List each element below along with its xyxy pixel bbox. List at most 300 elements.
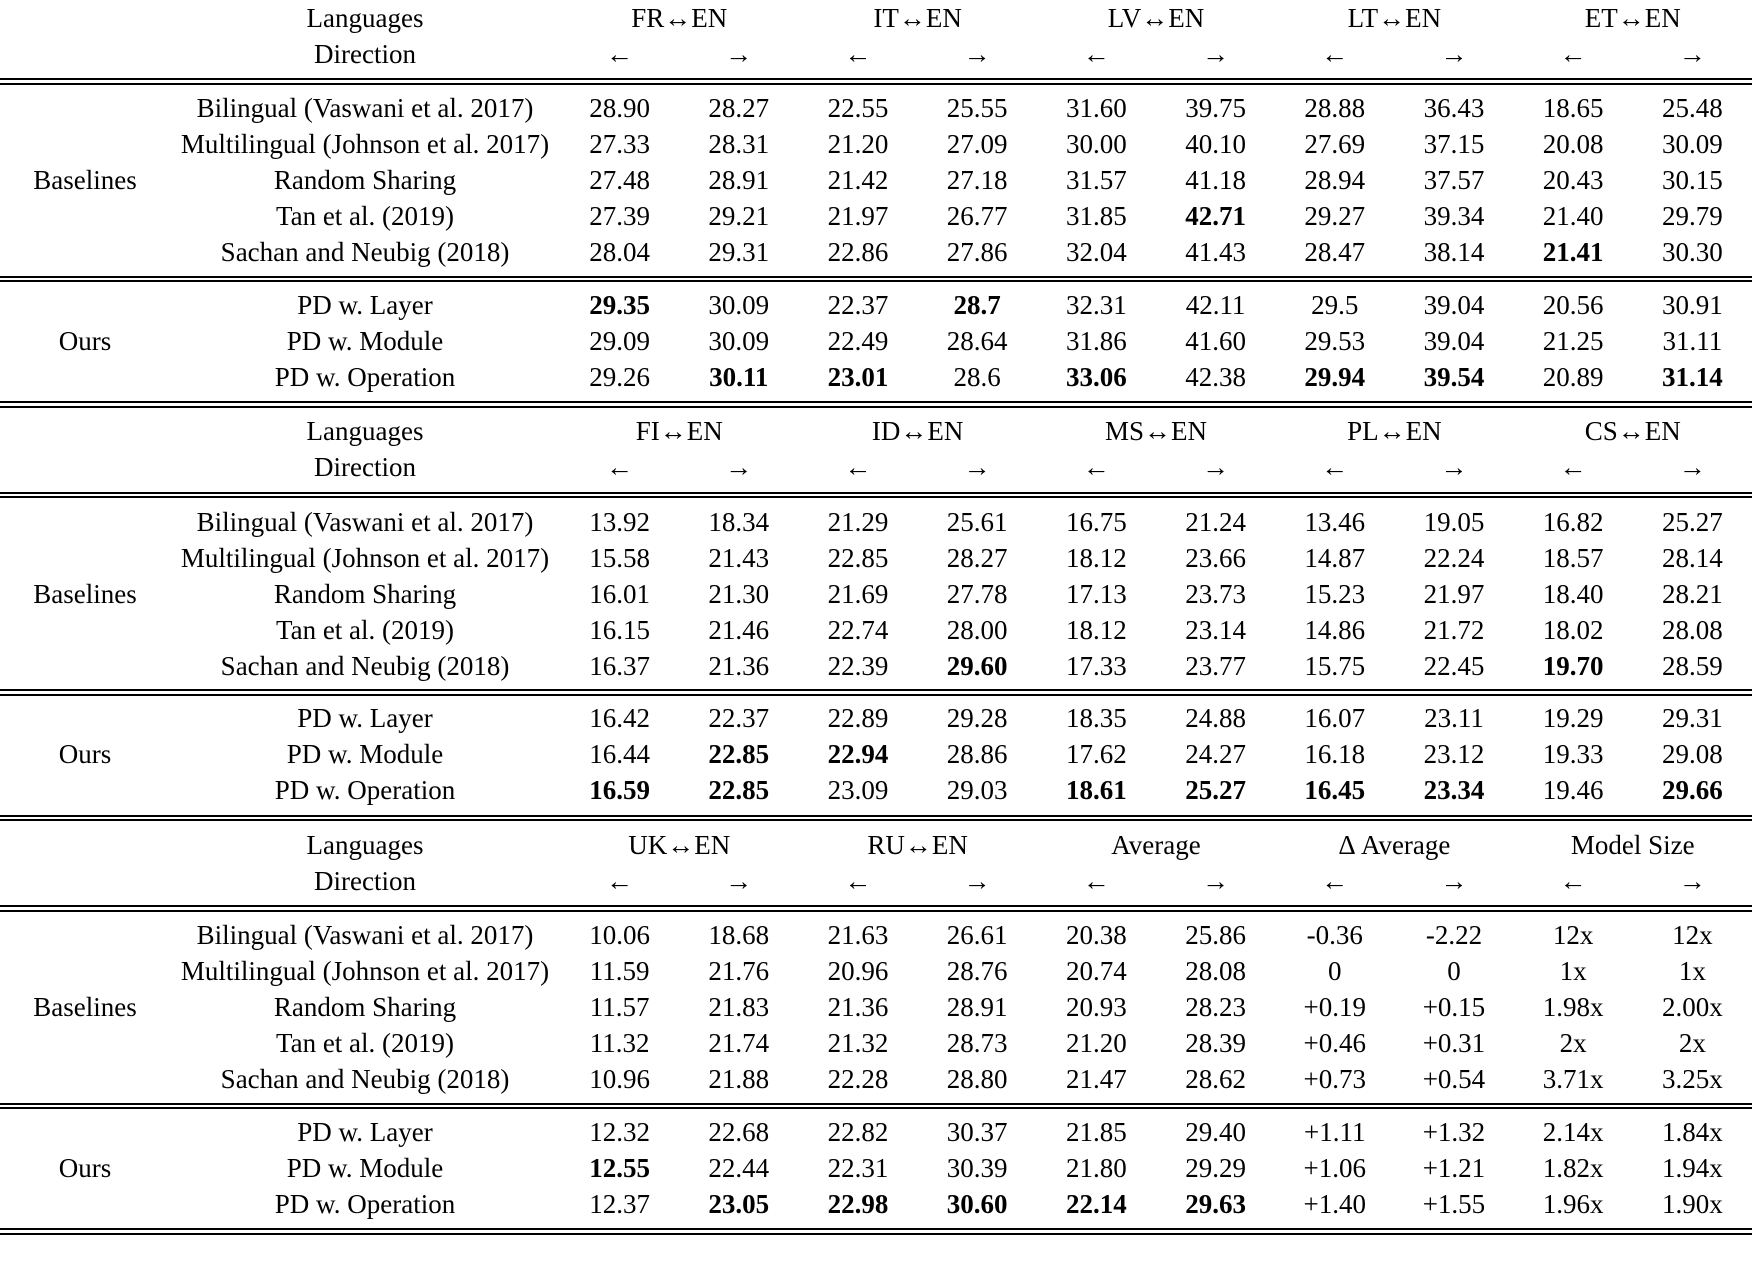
table-row (0, 504, 1752, 540)
language-pair-header: ID↔EN (871, 416, 964, 446)
score-cell: 16.75 (1066, 506, 1127, 537)
direction-arrow-left: ← (606, 452, 634, 482)
score-cell: 1x (1678, 956, 1706, 986)
score-cell: 3.25x (1661, 1064, 1723, 1094)
method-name-cell: PD w. Layer (297, 1116, 433, 1147)
table-row (0, 576, 1752, 612)
table-row (0, 540, 1752, 576)
score-cell: 17.13 (1066, 578, 1127, 609)
score-cell: 26.61 (946, 920, 1008, 950)
group-header-blank (0, 827, 170, 863)
score-cell: 16.07 (1304, 703, 1366, 733)
score-cell: 41.18 (1185, 165, 1246, 195)
score-cell: 28.14 (1661, 542, 1723, 573)
method-name-cell: PD w. Operation (274, 775, 456, 805)
score-cell: 22.85 (708, 775, 770, 805)
score-cell: 2.00x (1661, 992, 1723, 1022)
score-cell: 29.5 (1311, 289, 1359, 320)
score-cell: 28.00 (946, 614, 1008, 645)
direction-arrow-right: → (1440, 452, 1468, 482)
table-row (0, 1114, 1752, 1150)
table-row (0, 323, 1752, 359)
score-cell: 20.08 (1542, 129, 1604, 159)
score-cell: 28.73 (946, 1028, 1008, 1058)
score-cell: 29.63 (1185, 1188, 1246, 1219)
score-cell: 18.02 (1542, 614, 1604, 645)
languages-header-row (0, 0, 1752, 36)
score-cell: 21.25 (1542, 325, 1604, 356)
score-cell: 27.86 (946, 237, 1008, 267)
direction-arrow-left: ← (844, 865, 872, 896)
score-cell: 1.94x (1661, 1152, 1723, 1183)
table-row (0, 199, 1752, 235)
score-cell: 20.89 (1542, 361, 1604, 392)
method-name-cell: Tan et al. (2019) (275, 1028, 455, 1058)
score-cell: 28.47 (1304, 237, 1366, 267)
score-cell: 29.31 (1661, 703, 1723, 733)
language-pair-header: FR↔EN (631, 2, 728, 33)
score-cell: 31.11 (1662, 325, 1723, 356)
score-cell: 18.35 (1066, 703, 1127, 733)
score-cell: 25.61 (946, 506, 1008, 537)
direction-arrow-left: ← (606, 865, 634, 896)
direction-arrow-left: ← (1559, 452, 1587, 482)
score-cell: 28.27 (946, 542, 1008, 573)
score-cell: 22.68 (708, 1116, 770, 1147)
score-cell: 18.61 (1066, 775, 1127, 805)
language-pair-header: LV↔EN (1107, 2, 1205, 33)
direction-arrow-left: ← (1321, 865, 1349, 896)
method-name-cell: PD w. Module (286, 325, 444, 356)
score-cell: 18.40 (1542, 578, 1604, 609)
score-cell: 24.88 (1185, 703, 1246, 733)
score-cell: 32.31 (1066, 289, 1127, 320)
score-cell: 16.59 (589, 775, 650, 805)
score-cell: 27.39 (589, 201, 650, 231)
score-cell: +0.54 (1422, 1064, 1486, 1094)
method-name-cell: Bilingual (Vaswani et al. 2017) (196, 93, 534, 123)
table-row (0, 918, 1752, 954)
method-name-cell: PD w. Module (286, 1152, 444, 1183)
score-cell: 27.33 (589, 129, 650, 159)
score-cell: 19.05 (1423, 506, 1485, 537)
score-cell: 22.44 (708, 1152, 770, 1183)
score-cell: 31.14 (1661, 361, 1723, 392)
score-cell: 10.96 (589, 1064, 650, 1094)
score-cell: 22.24 (1423, 542, 1485, 573)
score-cell: 12x (1552, 920, 1594, 950)
direction-arrow-left: ← (1321, 38, 1349, 69)
score-cell: 39.34 (1423, 201, 1485, 231)
method-name-cell: Tan et al. (2019) (275, 614, 455, 645)
score-cell: 18.68 (708, 920, 770, 950)
direction-label: Direction (314, 38, 416, 69)
score-cell: 41.43 (1185, 237, 1246, 267)
method-name-cell: Multilingual (Johnson et al. 2017) (180, 542, 550, 573)
score-cell: 21.36 (827, 992, 889, 1022)
score-cell: 26.77 (946, 201, 1008, 231)
score-cell: 22.98 (827, 1188, 889, 1219)
score-cell: 1.90x (1661, 1188, 1723, 1219)
score-cell: 30.09 (1661, 129, 1723, 159)
score-cell: +1.11 (1304, 1116, 1366, 1147)
score-cell: 2.14x (1542, 1116, 1604, 1147)
score-cell: 25.27 (1185, 775, 1246, 805)
score-cell: 15.23 (1304, 578, 1366, 609)
score-cell: 11.59 (589, 956, 650, 986)
score-cell: 20.74 (1066, 956, 1127, 986)
direction-arrow-right: → (725, 452, 753, 482)
score-cell: 28.80 (946, 1064, 1008, 1094)
score-cell: 30.91 (1661, 289, 1723, 320)
score-cell: 29.09 (589, 325, 650, 356)
score-cell: 17.33 (1066, 650, 1127, 681)
score-cell: 1.98x (1542, 992, 1604, 1022)
score-cell: +0.31 (1422, 1028, 1486, 1058)
language-pair-header: PL↔EN (1347, 416, 1442, 446)
score-cell: 11.57 (589, 992, 650, 1022)
score-cell: 2x (1559, 1028, 1587, 1058)
score-cell: 28.88 (1304, 93, 1366, 123)
score-cell: 30.11 (709, 361, 769, 392)
score-cell: 18.12 (1066, 614, 1127, 645)
table-row (0, 1026, 1752, 1062)
score-cell: 19.33 (1542, 739, 1604, 769)
score-cell: 20.93 (1066, 992, 1127, 1022)
score-cell: 23.11 (1424, 703, 1484, 733)
score-cell: 21.85 (1066, 1116, 1127, 1147)
score-cell: 21.76 (708, 956, 770, 986)
language-pair-header: ET↔EN (1584, 2, 1681, 33)
score-cell: 29.08 (1661, 739, 1723, 769)
score-cell: +0.15 (1422, 992, 1486, 1022)
table-row (0, 737, 1752, 773)
group-label-baselines: Baselines (33, 165, 137, 195)
score-cell: 38.14 (1423, 237, 1485, 267)
score-cell: 2x (1678, 1028, 1706, 1058)
score-cell: 16.18 (1304, 739, 1366, 769)
direction-arrow-left: ← (1321, 452, 1349, 482)
score-cell: 21.29 (827, 506, 889, 537)
score-cell: 21.40 (1542, 201, 1604, 231)
group-label-ours: Ours (58, 325, 112, 356)
score-cell: 28.62 (1185, 1064, 1246, 1094)
table-row (0, 648, 1752, 684)
score-cell: 21.42 (827, 165, 889, 195)
direction-arrow-right: → (963, 865, 991, 896)
direction-arrow-right: → (725, 38, 753, 69)
direction-arrow-right: → (1440, 38, 1468, 69)
score-cell: 21.69 (827, 578, 889, 609)
score-cell: 36.43 (1423, 93, 1485, 123)
score-cell: 22.86 (827, 237, 889, 267)
score-cell: 30.39 (946, 1152, 1008, 1183)
score-cell: 1.84x (1661, 1116, 1723, 1147)
score-cell: 29.40 (1185, 1116, 1246, 1147)
score-cell: +1.55 (1422, 1188, 1486, 1219)
score-cell: 30.15 (1661, 165, 1723, 195)
score-cell: 21.41 (1542, 237, 1604, 267)
group-header-blank (0, 863, 170, 899)
table-row (0, 990, 1752, 1026)
score-cell: 29.94 (1304, 361, 1366, 392)
score-cell: 30.09 (708, 325, 770, 356)
direction-arrow-right: → (1678, 38, 1706, 69)
score-cell: 18.12 (1066, 542, 1127, 573)
languages-header-row (0, 827, 1752, 863)
score-cell: 28.39 (1185, 1028, 1246, 1058)
score-cell: 16.37 (589, 650, 650, 681)
score-cell: 29.21 (708, 201, 770, 231)
direction-arrow-right: → (1678, 452, 1706, 482)
language-pair-header: UK↔EN (628, 829, 731, 860)
score-cell: 24.27 (1185, 739, 1246, 769)
score-cell: 21.97 (827, 201, 889, 231)
score-cell: 22.82 (827, 1116, 889, 1147)
method-name-cell: Multilingual (Johnson et al. 2017) (180, 956, 550, 986)
score-cell: +1.40 (1303, 1188, 1366, 1219)
score-cell: 33.06 (1066, 361, 1127, 392)
direction-header-row (0, 450, 1752, 486)
score-cell: 21.24 (1185, 506, 1246, 537)
group-label-baselines: Baselines (33, 578, 137, 609)
score-cell: 0 (1328, 956, 1342, 986)
score-cell: 10.06 (589, 920, 650, 950)
score-cell: 12.55 (589, 1152, 650, 1183)
score-cell: 20.38 (1066, 920, 1127, 950)
score-cell: 27.78 (946, 578, 1008, 609)
score-cell: 22.74 (827, 614, 889, 645)
score-cell: +1.21 (1422, 1152, 1486, 1183)
method-name-cell: Sachan and Neubig (2018) (220, 650, 510, 681)
language-pair-header: CS↔EN (1584, 416, 1681, 446)
method-name-cell: PD w. Operation (274, 361, 456, 392)
score-cell: 16.15 (589, 614, 650, 645)
method-name-cell: Sachan and Neubig (2018) (220, 237, 510, 267)
score-cell: 30.30 (1661, 237, 1723, 267)
score-cell: 21.83 (708, 992, 770, 1022)
group-label-baselines: Baselines (33, 992, 137, 1022)
score-cell: 27.18 (946, 165, 1008, 195)
languages-label: Languages (306, 2, 424, 33)
score-cell: 0 (1447, 956, 1461, 986)
score-cell: 22.31 (827, 1152, 889, 1183)
score-cell: 23.12 (1423, 739, 1485, 769)
score-cell: 29.28 (946, 703, 1008, 733)
score-cell: 23.34 (1423, 775, 1485, 805)
score-cell: 32.04 (1066, 237, 1127, 267)
score-cell: 22.39 (827, 650, 889, 681)
score-cell: 22.49 (827, 325, 889, 356)
score-cell: 16.44 (589, 739, 650, 769)
score-cell: 11.32 (589, 1028, 650, 1058)
language-pair-header: Δ Average (1338, 829, 1451, 860)
score-cell: 1x (1559, 956, 1587, 986)
score-cell: 31.57 (1066, 165, 1127, 195)
score-cell: 22.37 (708, 703, 770, 733)
direction-arrow-left: ← (1559, 865, 1587, 896)
score-cell: 29.03 (946, 775, 1008, 805)
table-row (0, 773, 1752, 809)
score-cell: 28.94 (1304, 165, 1366, 195)
score-cell: 21.47 (1066, 1064, 1127, 1094)
table-row (0, 287, 1752, 323)
direction-arrow-right: → (963, 452, 991, 482)
score-cell: 15.58 (589, 542, 650, 573)
score-cell: 29.66 (1661, 775, 1723, 805)
score-cell: 28.91 (708, 165, 770, 195)
score-cell: 28.23 (1185, 992, 1246, 1022)
score-cell: -0.36 (1306, 920, 1363, 950)
direction-arrow-right: → (725, 865, 753, 896)
score-cell: 31.86 (1066, 325, 1127, 356)
score-cell: 22.55 (827, 93, 889, 123)
score-cell: 22.37 (827, 289, 889, 320)
score-cell: 12.32 (589, 1116, 650, 1147)
method-name-cell: PD w. Operation (274, 1188, 456, 1219)
score-cell: 16.01 (589, 578, 650, 609)
score-cell: 42.71 (1185, 201, 1246, 231)
score-cell: +0.46 (1303, 1028, 1366, 1058)
direction-arrow-left: ← (1082, 38, 1110, 69)
score-cell: 23.09 (827, 775, 889, 805)
score-cell: 14.87 (1304, 542, 1366, 573)
score-cell: 21.32 (827, 1028, 889, 1058)
languages-label: Languages (306, 416, 424, 446)
score-cell: 23.77 (1185, 650, 1246, 681)
table-row (0, 701, 1752, 737)
score-cell: 28.31 (708, 129, 770, 159)
direction-arrow-left: ← (606, 38, 634, 69)
score-cell: +0.73 (1303, 1064, 1366, 1094)
score-cell: +1.06 (1303, 1152, 1366, 1183)
method-name-cell: PD w. Layer (297, 289, 433, 320)
score-cell: +0.19 (1303, 992, 1366, 1022)
table-row (0, 127, 1752, 163)
language-pair-header: MS↔EN (1104, 416, 1207, 446)
table-row (0, 163, 1752, 199)
score-cell: 12x (1672, 920, 1713, 950)
score-cell: 21.74 (708, 1028, 770, 1058)
score-cell: 28.21 (1661, 578, 1723, 609)
score-cell: 28.6 (953, 361, 1001, 392)
direction-header-row (0, 36, 1752, 72)
direction-arrow-left: ← (844, 38, 872, 69)
direction-arrow-left: ← (1559, 38, 1587, 69)
score-cell: 28.04 (589, 237, 650, 267)
score-cell: 3.71x (1542, 1064, 1604, 1094)
score-cell: 15.75 (1304, 650, 1366, 681)
score-cell: 22.85 (827, 542, 889, 573)
score-cell: 39.04 (1423, 289, 1485, 320)
method-name-cell: Multilingual (Johnson et al. 2017) (180, 129, 550, 159)
score-cell: 41.60 (1185, 325, 1246, 356)
score-cell: 28.27 (708, 93, 770, 123)
score-cell: 29.60 (946, 650, 1008, 681)
score-cell: 29.79 (1661, 201, 1723, 231)
method-name-cell: Random Sharing (273, 578, 457, 609)
score-cell: 21.88 (708, 1064, 770, 1094)
score-cell: 23.01 (827, 361, 889, 392)
score-cell: 23.66 (1185, 542, 1246, 573)
score-cell: 29.27 (1304, 201, 1366, 231)
direction-arrow-right: → (1202, 38, 1230, 69)
group-header-blank (0, 0, 170, 36)
score-cell: 39.75 (1185, 93, 1246, 123)
direction-arrow-right: → (1202, 865, 1230, 896)
language-pair-header: FI↔EN (635, 416, 723, 446)
score-cell: 29.53 (1304, 325, 1366, 356)
score-cell: 40.10 (1185, 129, 1246, 159)
score-cell: 18.57 (1542, 542, 1604, 573)
score-cell: 18.34 (708, 506, 770, 537)
method-name-cell: Sachan and Neubig (2018) (220, 1064, 510, 1094)
score-cell: 16.82 (1542, 506, 1604, 537)
score-cell: 28.08 (1661, 614, 1723, 645)
score-cell: 20.56 (1542, 289, 1604, 320)
score-cell: 37.57 (1423, 165, 1485, 195)
score-cell: 23.73 (1185, 578, 1246, 609)
score-cell: 20.96 (827, 956, 889, 986)
score-cell: 16.42 (589, 703, 650, 733)
score-cell: 30.09 (708, 289, 770, 320)
score-cell: 21.97 (1423, 578, 1485, 609)
group-header-blank (0, 414, 170, 450)
score-cell: 27.69 (1304, 129, 1366, 159)
direction-arrow-left: ← (1082, 865, 1110, 896)
score-cell: 29.29 (1185, 1152, 1246, 1183)
method-name-cell: Random Sharing (273, 992, 457, 1022)
method-name-cell: Bilingual (Vaswani et al. 2017) (196, 506, 534, 537)
score-cell: 20.43 (1542, 165, 1604, 195)
method-name-cell: Random Sharing (273, 165, 457, 195)
direction-arrow-left: ← (844, 452, 872, 482)
table-row (0, 235, 1752, 271)
score-cell: 12.37 (589, 1188, 650, 1219)
languages-label: Languages (306, 829, 424, 860)
method-name-cell: Bilingual (Vaswani et al. 2017) (196, 920, 534, 950)
score-cell: 19.46 (1542, 775, 1604, 805)
table-row (0, 91, 1752, 127)
score-cell: 13.92 (589, 506, 650, 537)
method-name-cell: Tan et al. (2019) (275, 201, 455, 231)
score-cell: 42.11 (1185, 289, 1246, 320)
score-cell: 14.86 (1304, 614, 1366, 645)
direction-label: Direction (314, 865, 416, 896)
score-cell: 28.7 (953, 289, 1001, 320)
score-cell: 23.05 (708, 1188, 770, 1219)
score-cell: 25.27 (1661, 506, 1723, 537)
score-cell: 28.59 (1661, 650, 1723, 681)
score-cell: 39.54 (1423, 361, 1485, 392)
group-label-ours: Ours (58, 1152, 112, 1183)
language-pair-header: LT↔EN (1347, 2, 1442, 33)
score-cell: 29.35 (589, 289, 650, 320)
score-cell: 22.28 (827, 1064, 889, 1094)
score-cell: 21.30 (708, 578, 770, 609)
direction-arrow-right: → (963, 38, 991, 69)
language-pair-header: RU↔EN (867, 829, 968, 860)
score-cell: 28.91 (946, 992, 1008, 1022)
score-cell: 27.09 (946, 129, 1008, 159)
score-cell: 28.64 (946, 325, 1008, 356)
languages-header-row (0, 414, 1752, 450)
score-cell: 30.60 (946, 1188, 1008, 1219)
score-cell: 29.26 (589, 361, 650, 392)
score-cell: 21.80 (1066, 1152, 1127, 1183)
language-pair-header: Average (1111, 829, 1201, 860)
score-cell: 30.00 (1066, 129, 1127, 159)
